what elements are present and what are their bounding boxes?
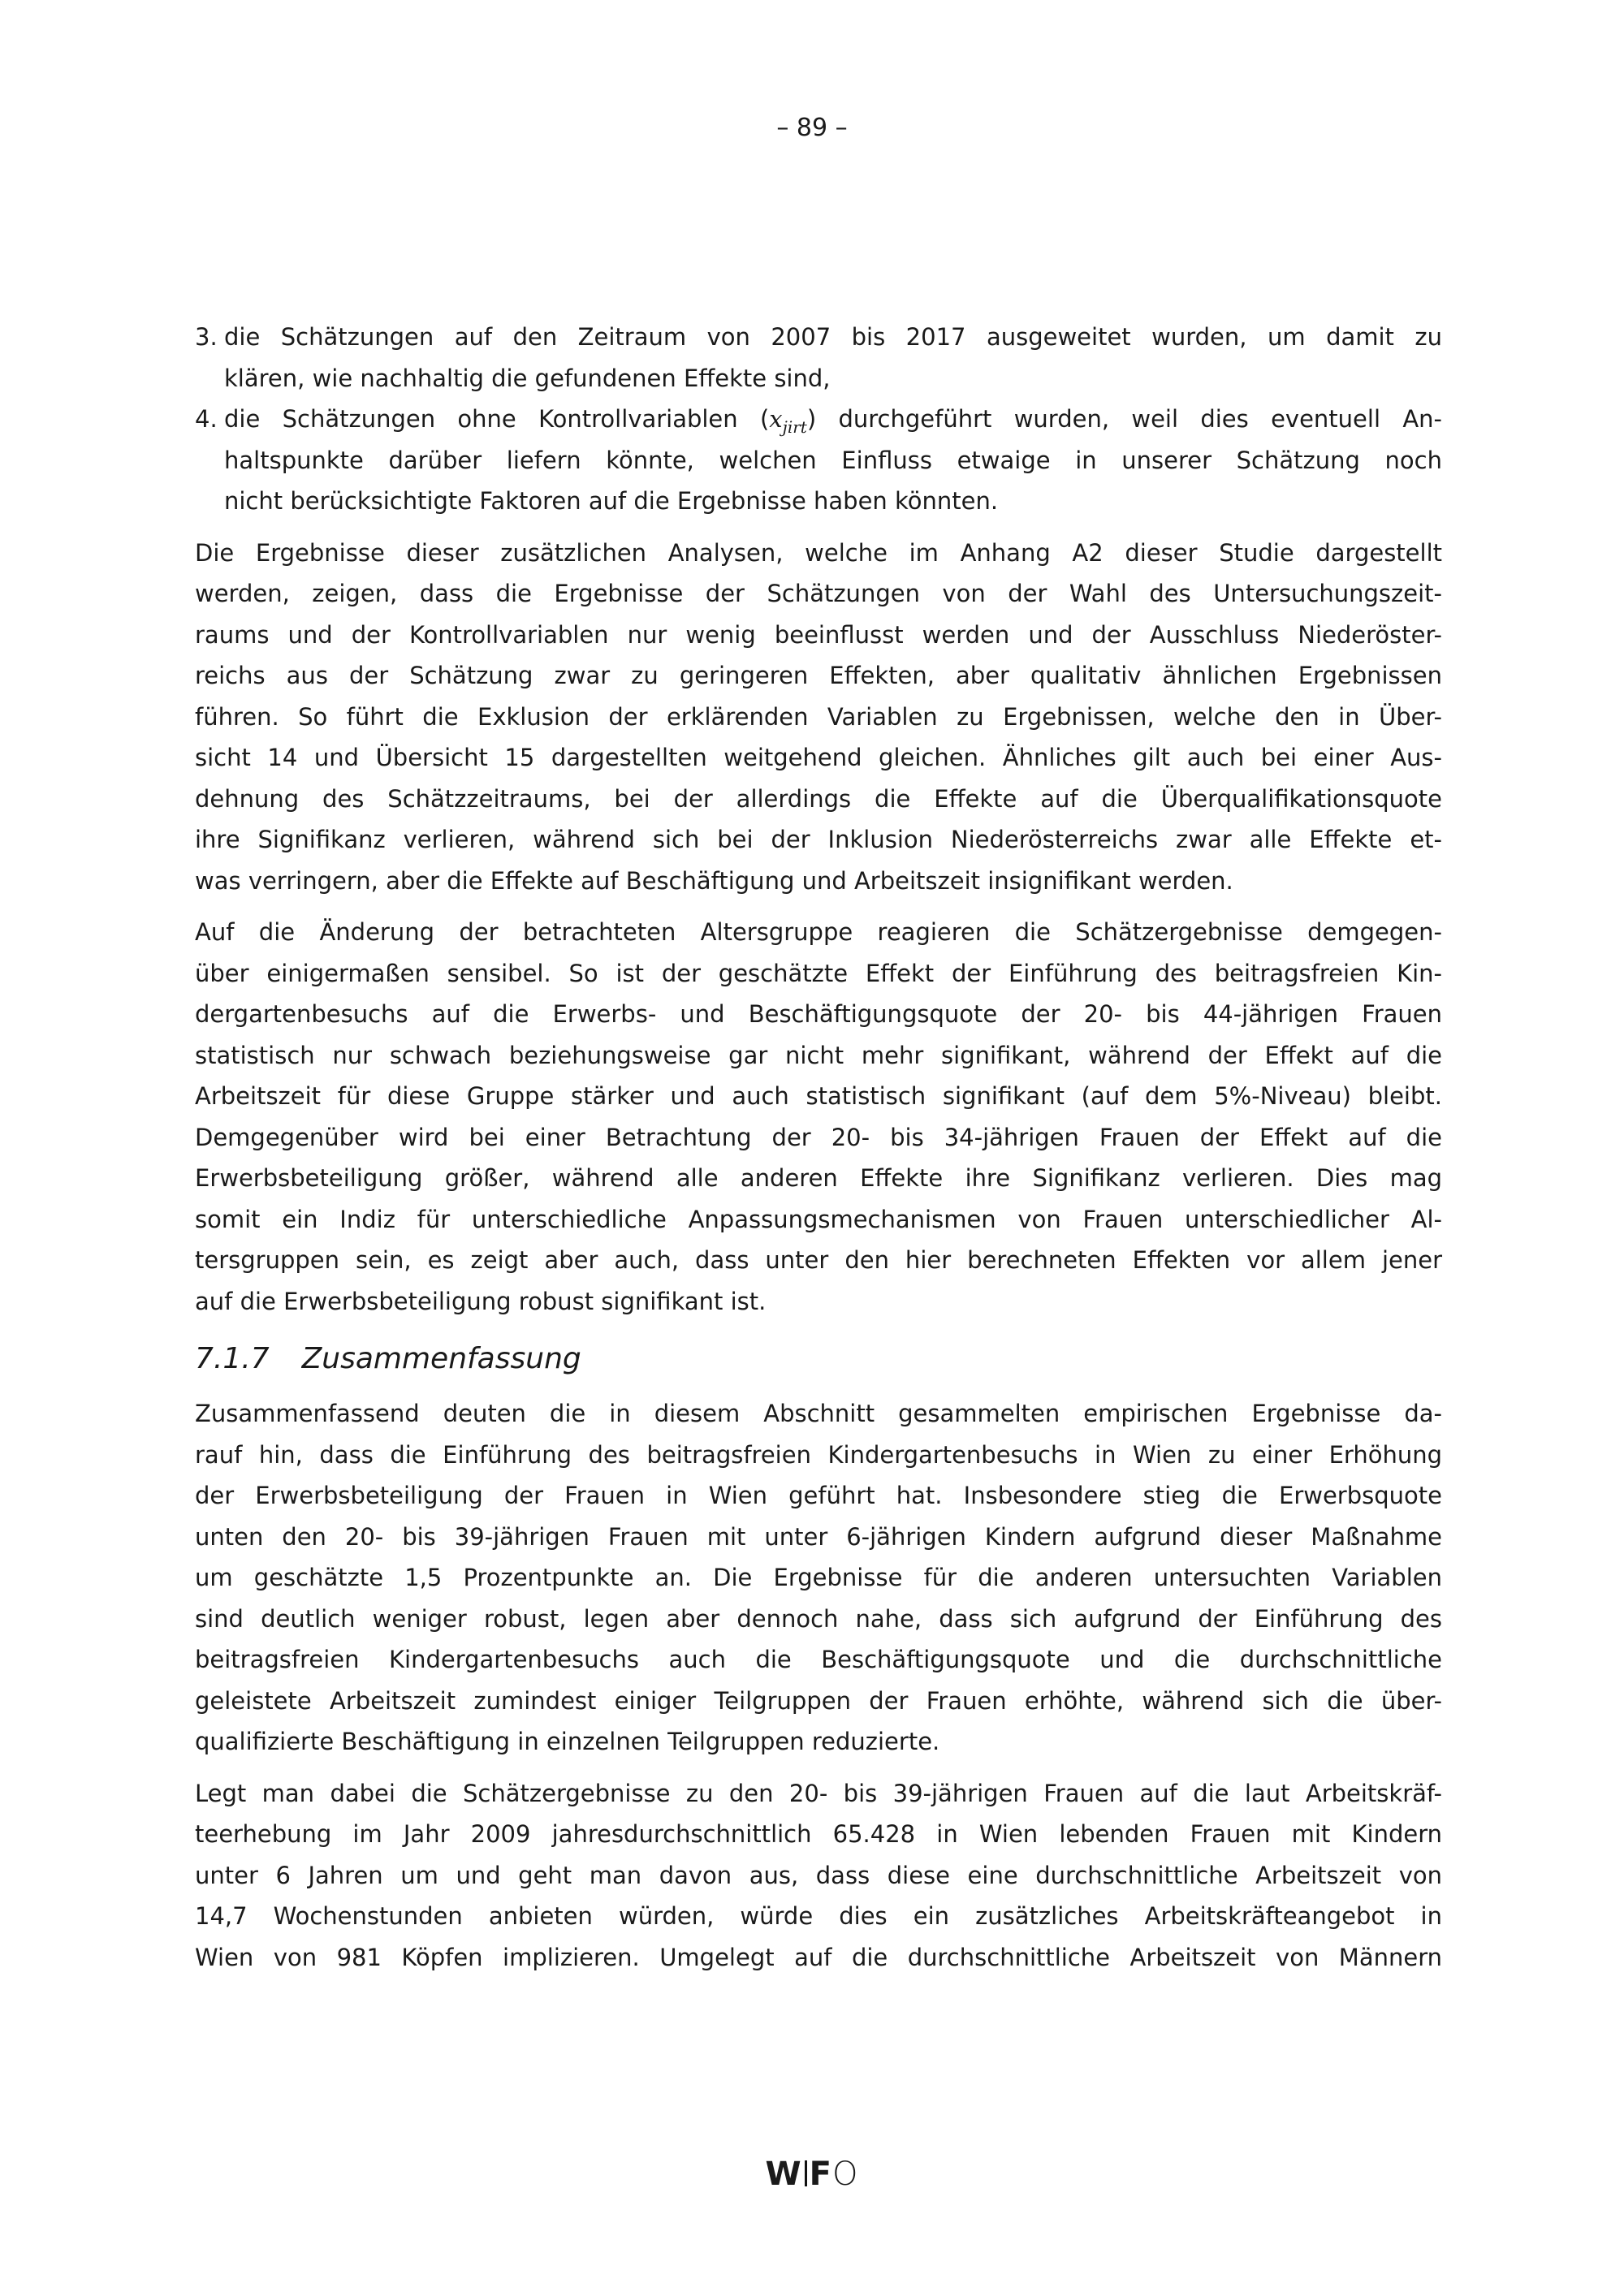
text-line: beitragsfreien Kindergartenbesuchs auch die Beschäftigungsquote und die durchschnittliche: [195, 1646, 1442, 1673]
text-line: auf die Erwerbsbeteiligung robust signifikant ist.: [195, 1287, 767, 1315]
page-body: [195, 317, 1442, 1978]
list-item: [195, 399, 1442, 522]
text-line: reichs aus der Schätzung zwar zu geringeren Effekten, aber qualitativ ähnlichen Ergebnissen: [195, 662, 1442, 689]
text-line: ihre Signifikanz verlieren, während sich bei der Inklusion Niederösterreichs zwar alle Effekte et-: [195, 826, 1442, 853]
text-line: unter 6 Jahren um und geht man davon aus, dass diese eine durchschnittliche Arbeitszeit von: [195, 1861, 1442, 1889]
text-line: die Schätzungen auf den Zeitraum von 2007 bis 2017 ausgeweitet wurden, um damit zu: [224, 323, 1442, 351]
wifo-logo: W FO: [765, 2156, 859, 2193]
text-line: Zusammenfassend deuten die in diesem Abschnitt gesammelten empirischen Ergebnisse da-: [195, 1400, 1442, 1427]
text-line: tersgruppen sein, es zeigt aber auch, dass unter den hier berechneten Effekten vor allem jener: [195, 1246, 1442, 1274]
paragraphs-before-heading: [195, 533, 1442, 1323]
math-subscript: jirt: [782, 416, 807, 437]
text-line: Auf die Änderung der betrachteten Altersgruppe reagieren die Schätzergebnisse demgegen-: [195, 918, 1442, 946]
text-line: Arbeitszeit für diese Gruppe stärker und auch statistisch signifikant (auf dem 5%-Niveau) bleibt.: [195, 1082, 1442, 1110]
text-line: Wien von 981 Köpfen implizieren. Umgelegt auf die durchschnittliche Arbeitszeit von Männern: [195, 1943, 1442, 1971]
text-segment: die Schätzungen ohne Kontrollvariablen (: [224, 405, 770, 433]
text-line: über einigermaßen sensibel. So ist der geschätzte Effekt der Einführung des beitragsfreien Kin-: [195, 959, 1442, 987]
text-line: führen. So führt die Exklusion der erklärenden Variablen zu Ergebnissen, welche den in Über-: [195, 702, 1442, 731]
text-line: Erwerbsbeteiligung größer, während alle anderen Effekte ihre Signifikanz verlieren. Dies mag: [195, 1164, 1442, 1192]
text-line: werden, zeigen, dass die Ergebnisse der Schätzungen von der Wahl des Untersuchungszeit-: [195, 580, 1442, 607]
section-title: Zusammenfassung: [301, 1342, 581, 1375]
text-line: sind deutlich weniger robust, legen aber dennoch nahe, dass sich aufgrund der Einführung des: [195, 1604, 1442, 1633]
text-line: nicht berücksichtigte Faktoren auf die Ergebnisse haben könnten.: [224, 487, 999, 515]
text-line: Die Ergebnisse dieser zusätzlichen Analysen, welche im Anhang A2 dieser Studie dargestellt: [195, 538, 1442, 567]
paragraph: [195, 533, 1442, 902]
text-line: qualifizierte Beschäftigung in einzelnen Teilgruppen reduzierte.: [195, 1728, 940, 1755]
paragraph: [195, 912, 1442, 1322]
text-line: haltspunkte darüber liefern könnte, welchen Einfluss etwaige in unserer Schätzung noch: [224, 446, 1442, 474]
text-segment: ) durchgeführt wurden, weil dies eventuell An-: [806, 405, 1442, 433]
text-line: statistisch nur schwach beziehungsweise gar nicht mehr signifikant, während der Effekt auf die: [195, 1041, 1442, 1069]
list-item: [195, 317, 1442, 399]
paragraph: [195, 1773, 1442, 1979]
text-line: Legt man dabei die Schätzergebnisse zu den 20- bis 39-jährigen Frauen auf die laut Arbeitskräf-: [195, 1779, 1442, 1807]
text-line: um geschätzte 1,5 Prozentpunkte an. Die Ergebnisse für die anderen untersuchten Variablen: [195, 1564, 1442, 1591]
text-line: teerhebung im Jahr 2009 jahresdurchschnittlich 65.428 in Wien lebenden Frauen mit Kindern: [195, 1820, 1442, 1848]
section-number: 7.1.7: [195, 1342, 270, 1375]
text-line: der Erwerbsbeteiligung der Frauen in Wien geführt hat. Insbesondere stieg die Erwerbsquote: [195, 1482, 1442, 1509]
page-number: – 89 –: [776, 114, 848, 142]
list-number: 3.: [195, 323, 218, 351]
paragraphs-after-heading: [195, 1393, 1442, 1978]
text-line: Demgegenüber wird bei einer Betrachtung der 20- bis 34-jährigen Frauen der Effekt auf die: [195, 1123, 1442, 1151]
text-line: [224, 399, 1442, 440]
math-base: x: [769, 405, 783, 433]
text-line: klären, wie nachhaltig die gefundenen Effekte sind,: [224, 364, 831, 392]
paragraph: [195, 1393, 1442, 1763]
text-line: rauf hin, dass die Einführung des beitragsfreien Kindergartenbesuchs in Wien zu einer Erhöhung: [195, 1440, 1442, 1469]
list-number: 4.: [195, 405, 218, 433]
text-line: dergartenbesuchs auf die Erwerbs- und Beschäftigungsquote der 20- bis 44-jährigen Frauen: [195, 1000, 1442, 1028]
text-line: sicht 14 und Übersicht 15 dargestellten weitgehend gleichen. Ähnliches gilt auch bei einer Aus-: [195, 744, 1442, 771]
text-line: dehnung des Schätzzeitraums, bei der allerdings die Effekte auf die Überqualifikationsquote: [195, 784, 1442, 813]
text-line: was verringern, aber die Effekte auf Beschäftigung und Arbeitszeit insignifikant werden.: [195, 866, 1233, 895]
text-line: unten den 20- bis 39-jährigen Frauen mit unter 6-jährigen Kindern aufgrund dieser Maßnahme: [195, 1522, 1442, 1551]
math-variable: [769, 405, 807, 437]
text-line: geleistete Arbeitszeit zumindest einiger Teilgruppen der Frauen erhöhte, während sich die über-: [195, 1686, 1442, 1715]
section-heading: [195, 1336, 1442, 1382]
text-line: raums und der Kontrollvariablen nur wenig beeinflusst werden und der Ausschluss Niederöster-: [195, 620, 1442, 649]
text-line: 14,7 Wochenstunden anbieten würden, würde dies ein zusätzliches Arbeitskräfteangebot in: [195, 1902, 1442, 1930]
text-line: somit ein Indiz für unterschiedliche Anpassungsmechanismen von Frauen unterschiedlicher Al-: [195, 1205, 1442, 1233]
numbered-list: [195, 317, 1442, 522]
